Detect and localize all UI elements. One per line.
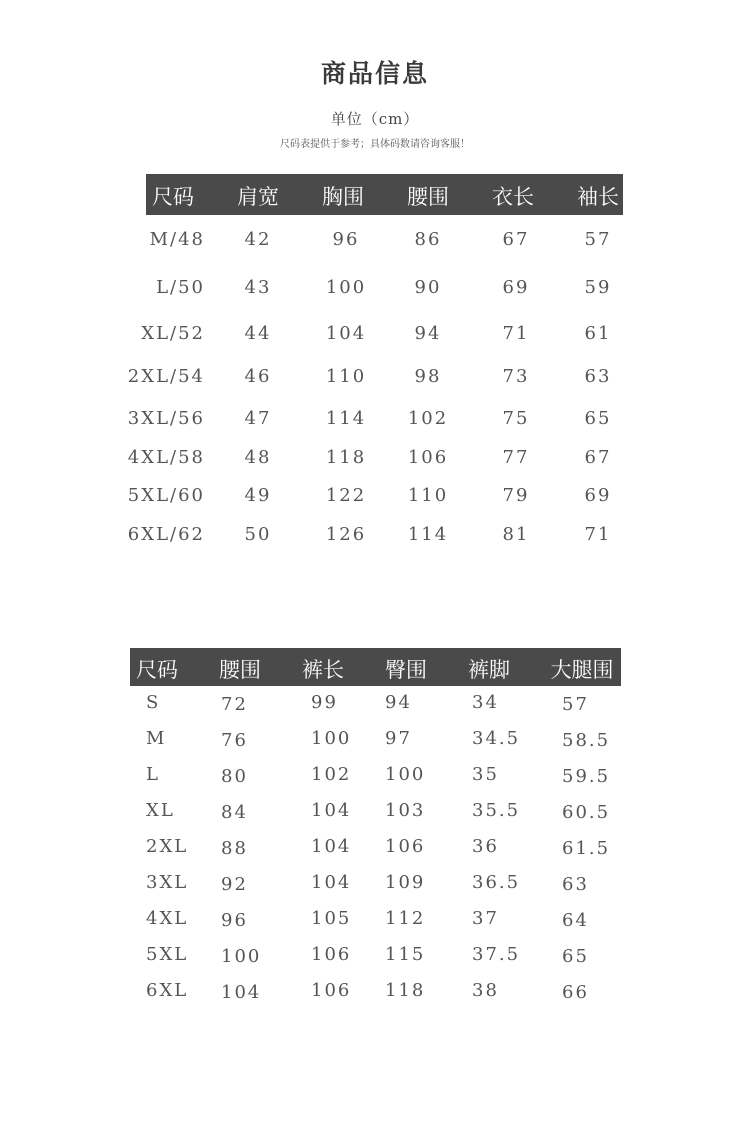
shirt_table-cell: 3XL/56	[127, 408, 205, 429]
shirt_table-cell: 59	[584, 277, 612, 298]
pants_table-cell: 36.5	[472, 872, 521, 893]
shirt_table-cell: 110	[407, 485, 449, 506]
shirt_table-cell: 2XL/54	[127, 366, 205, 387]
pants_table-cell: 96	[221, 910, 248, 931]
pants_table-cell: 66	[562, 982, 589, 1003]
shirt_table-cell: 67	[584, 447, 612, 468]
pants_table-cell: 58.5	[562, 730, 611, 751]
pants_table-cell: 61.5	[562, 838, 611, 859]
pants_table-cell: 65	[562, 946, 589, 967]
shirt_table-cell: 71	[502, 323, 530, 344]
shirt_table-cell: 47	[244, 408, 272, 429]
shirt_table-cell: 69	[584, 485, 612, 506]
pants_table-cell: 80	[221, 766, 248, 787]
shirt_table-header-cell: 肩宽	[237, 185, 279, 209]
pants_table-cell: 72	[221, 694, 248, 715]
shirt_table-cell: 100	[325, 277, 367, 298]
shirt_table-cell: 49	[244, 485, 272, 506]
pants_table-cell: L	[146, 764, 160, 785]
shirt_table-cell: 96	[332, 229, 360, 250]
shirt_table-cell: 86	[414, 229, 442, 250]
pants_table-cell: 104	[221, 982, 262, 1003]
shirt_table-cell: 57	[584, 229, 612, 250]
shirt_table-cell: 42	[244, 229, 272, 250]
pants_table-cell: 59.5	[562, 766, 611, 787]
pants_table-cell: 106	[385, 836, 426, 857]
pants_table-cell: 35.5	[472, 800, 521, 821]
shirt_table-cell: 61	[584, 323, 612, 344]
pants_table-cell: 60.5	[562, 802, 611, 823]
shirt_table-cell: XL/52	[141, 323, 205, 344]
shirt_table-cell: 81	[502, 524, 530, 545]
pants_table-cell: 92	[221, 874, 248, 895]
shirt_table-cell: 48	[244, 447, 272, 468]
shirt_table-cell: 75	[502, 408, 530, 429]
shirt_table-header-cell: 衣长	[492, 185, 534, 209]
pants_table-cell: 106	[311, 944, 352, 965]
pants_table-cell: 100	[385, 764, 426, 785]
shirt_table-cell: 67	[502, 229, 530, 250]
pants_table-cell: S	[146, 692, 161, 713]
shirt_table-cell: 79	[502, 485, 530, 506]
pants_table-cell: M	[146, 728, 167, 749]
pants_table-cell: 115	[385, 944, 426, 965]
pants_table-cell: 99	[311, 692, 338, 713]
pants_table-cell: 2XL	[146, 836, 189, 857]
shirt_table-cell: 118	[325, 447, 367, 468]
shirt_table-header-cell: 尺码	[152, 185, 194, 209]
shirt_table-cell: 77	[502, 447, 530, 468]
shirt_table-cell: 65	[584, 408, 612, 429]
pants_table-cell: 100	[311, 728, 352, 749]
pants_table-cell: 63	[562, 874, 589, 895]
pants_table-cell: 106	[311, 980, 352, 1001]
pants_table-cell: 34.5	[472, 728, 521, 749]
pants_table-cell: 97	[385, 728, 412, 749]
shirt_table-cell: M/48	[149, 229, 205, 250]
shirt_table-cell: 4XL/58	[127, 447, 205, 468]
shirt_table-cell: 6XL/62	[127, 524, 205, 545]
pants_table-cell: 88	[221, 838, 248, 859]
shirt_table-cell: 50	[244, 524, 272, 545]
page-title: 商品信息	[320, 59, 429, 88]
pants_table-cell: 76	[221, 730, 248, 751]
shirt_table-cell: 71	[584, 524, 612, 545]
pants_table-cell: 4XL	[146, 908, 189, 929]
pants_table-cell: 100	[221, 946, 262, 967]
shirt_table-cell: 104	[325, 323, 367, 344]
shirt_table-cell: 44	[244, 323, 272, 344]
unit-label: 单位（cm）	[330, 110, 420, 128]
shirt_table-cell: 114	[325, 408, 367, 429]
shirt_table-cell: 94	[414, 323, 442, 344]
pants_table-cell: 38	[472, 980, 499, 1001]
pants_table-cell: 37	[472, 908, 499, 929]
pants_table-cell: 84	[221, 802, 248, 823]
shirt_table-cell: L/50	[156, 277, 205, 298]
pants_table-cell: 118	[385, 980, 426, 1001]
shirt_table-cell: 73	[502, 366, 530, 387]
pants_table-cell: 109	[385, 872, 426, 893]
pants_table-cell: XL	[146, 800, 175, 821]
pants_table-cell: 36	[472, 836, 499, 857]
shirt_table-cell: 98	[414, 366, 442, 387]
pants_table-cell: 104	[311, 836, 352, 857]
pants_table-cell: 105	[311, 908, 352, 929]
pants_table-cell: 3XL	[146, 872, 189, 893]
pants_table-cell: 6XL	[146, 980, 189, 1001]
pants_table-header-cell: 臀围	[385, 658, 427, 682]
shirt_table-cell: 106	[407, 447, 449, 468]
pants_table-cell: 5XL	[146, 944, 189, 965]
shirt_table-cell: 90	[414, 277, 442, 298]
shirt_table-cell: 110	[325, 366, 367, 387]
shirt_table-header-cell: 胸围	[322, 185, 364, 209]
pants_table-cell: 112	[385, 908, 426, 929]
pants_table-cell: 103	[385, 800, 426, 821]
shirt_table-cell: 43	[244, 277, 272, 298]
shirt_table-cell: 114	[407, 524, 449, 545]
shirt_table-cell: 63	[584, 366, 612, 387]
pants_table-header-cell: 大腿围	[550, 658, 614, 682]
pants_table-cell: 104	[311, 800, 352, 821]
shirt_table-cell: 46	[244, 366, 272, 387]
pants-table-header	[130, 648, 621, 686]
pants_table-header-cell: 腰围	[219, 658, 261, 682]
shirt_table-cell: 122	[325, 485, 367, 506]
shirt_table-header-cell: 腰围	[407, 185, 449, 209]
size-note: 尺码表提供于参考；具体码数请咨询客服！	[280, 139, 470, 150]
shirt_table-cell: 126	[325, 524, 367, 545]
pants_table-cell: 64	[562, 910, 589, 931]
pants_table-cell: 104	[311, 872, 352, 893]
shirt_table-cell: 102	[407, 408, 449, 429]
pants_table-header-cell: 裤长	[302, 658, 344, 682]
pants_table-cell: 102	[311, 764, 352, 785]
shirt_table-cell: 69	[502, 277, 530, 298]
pants_table-header-cell: 裤脚	[468, 658, 510, 682]
pants_table-cell: 35	[472, 764, 499, 785]
shirt-table-header	[146, 174, 623, 215]
shirt_table-header-cell: 袖长	[577, 185, 619, 209]
pants_table-cell: 57	[562, 694, 589, 715]
pants_table-cell: 37.5	[472, 944, 521, 965]
pants_table-cell: 94	[385, 692, 412, 713]
pants_table-cell: 34	[472, 692, 499, 713]
pants_table-header-cell: 尺码	[136, 658, 178, 682]
shirt_table-cell: 5XL/60	[127, 485, 205, 506]
